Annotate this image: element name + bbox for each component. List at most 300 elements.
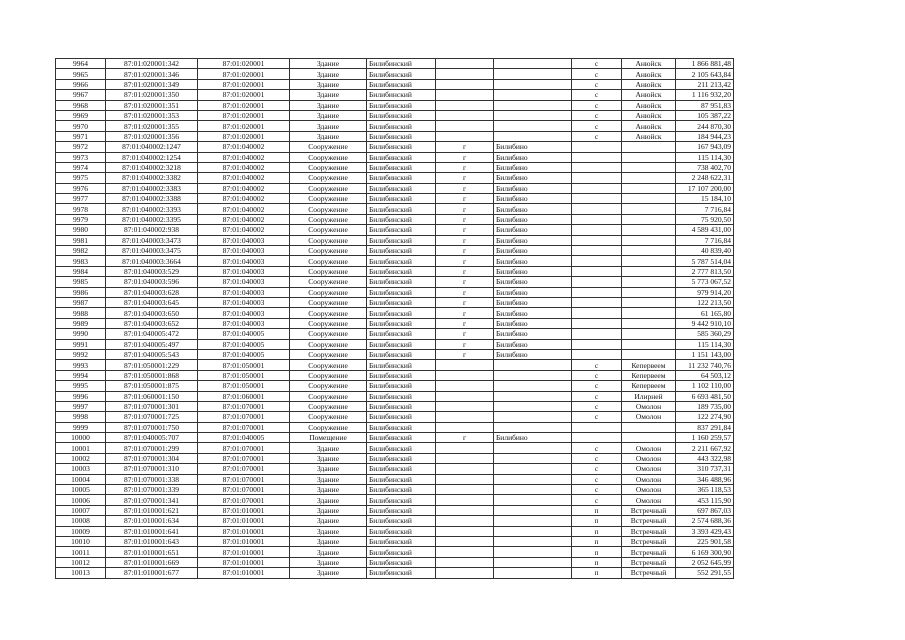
- row-number-cell: 9997: [56, 401, 106, 411]
- district-cell: Билибинский: [367, 308, 436, 318]
- cadastral-number-cell: 87:01:040003:3473: [106, 235, 198, 245]
- settlement-name-cell: Билибино: [494, 142, 572, 152]
- settlement-type-cell: [436, 59, 494, 69]
- district-cell: Билибинский: [367, 349, 436, 359]
- row-number-cell: 9964: [56, 59, 106, 69]
- cadastral-number-cell: 87:01:070001:304: [106, 453, 198, 463]
- settlement-name-cell: [494, 59, 572, 69]
- settlement-type-cell: [436, 536, 494, 546]
- object-type-cell: Здание: [290, 443, 367, 453]
- settlement-name-cell: Билибино: [494, 287, 572, 297]
- cadastral-number-cell: 87:01:070001:310: [106, 464, 198, 474]
- settlement-name-cell: Билибино: [494, 308, 572, 318]
- row-number-cell: 10000: [56, 433, 106, 443]
- settlement-type-cell: г: [436, 142, 494, 152]
- object-type-cell: Здание: [290, 90, 367, 100]
- table-body: [56, 59, 734, 579]
- cadastral-value-cell: 585 360,29: [676, 329, 734, 339]
- locality-type-cell: п: [572, 536, 622, 546]
- cadastral-value-cell: 184 944,23: [676, 131, 734, 141]
- row-number-cell: 9969: [56, 110, 106, 120]
- cadastral-quarter-cell: 87:01:040003: [198, 308, 290, 318]
- table-row: [56, 235, 734, 245]
- cadastral-value-cell: 365 118,53: [676, 485, 734, 495]
- cadastral-value-cell: 697 867,03: [676, 505, 734, 515]
- object-type-cell: Здание: [290, 121, 367, 131]
- object-type-cell: Сооружение: [290, 246, 367, 256]
- locality-name-cell: Анюйск: [622, 59, 676, 69]
- cadastral-number-cell: 87:01:040003:3475: [106, 246, 198, 256]
- row-number-cell: 9996: [56, 391, 106, 401]
- settlement-type-cell: г: [436, 329, 494, 339]
- cadastral-number-cell: 87:01:010001:669: [106, 557, 198, 567]
- row-number-cell: 9983: [56, 256, 106, 266]
- row-number-cell: 9979: [56, 214, 106, 224]
- cadastral-quarter-cell: 87:01:010001: [198, 547, 290, 557]
- table-row: [56, 422, 734, 432]
- table-row: [56, 443, 734, 453]
- settlement-name-cell: Билибино: [494, 433, 572, 443]
- locality-name-cell: [622, 162, 676, 172]
- locality-name-cell: Встречный: [622, 505, 676, 515]
- row-number-cell: 10007: [56, 505, 106, 515]
- cadastral-quarter-cell: 87:01:040002: [198, 194, 290, 204]
- cadastral-quarter-cell: 87:01:020001: [198, 59, 290, 69]
- table-row: [56, 464, 734, 474]
- district-cell: Билибинский: [367, 131, 436, 141]
- cadastral-quarter-cell: 87:01:040002: [198, 183, 290, 193]
- settlement-type-cell: [436, 110, 494, 120]
- settlement-type-cell: г: [436, 277, 494, 287]
- locality-type-cell: [572, 183, 622, 193]
- locality-name-cell: [622, 142, 676, 152]
- table-row: [56, 568, 734, 578]
- locality-name-cell: [622, 246, 676, 256]
- locality-type-cell: [572, 194, 622, 204]
- settlement-type-cell: [436, 100, 494, 110]
- settlement-name-cell: [494, 412, 572, 422]
- settlement-name-cell: [494, 69, 572, 79]
- settlement-type-cell: г: [436, 266, 494, 276]
- settlement-type-cell: г: [436, 204, 494, 214]
- cadastral-value-cell: 87 951,83: [676, 100, 734, 110]
- cadastral-quarter-cell: 87:01:040002: [198, 162, 290, 172]
- row-number-cell: 9980: [56, 225, 106, 235]
- object-type-cell: Сооружение: [290, 391, 367, 401]
- object-type-cell: Здание: [290, 557, 367, 567]
- settlement-name-cell: [494, 464, 572, 474]
- settlement-name-cell: [494, 568, 572, 578]
- cadastral-value-cell: 979 914,20: [676, 287, 734, 297]
- row-number-cell: 9981: [56, 235, 106, 245]
- row-number-cell: 10011: [56, 547, 106, 557]
- cadastral-number-cell: 87:01:010001:643: [106, 536, 198, 546]
- table-row: [56, 277, 734, 287]
- table-row: [56, 526, 734, 536]
- cadastral-quarter-cell: 87:01:010001: [198, 526, 290, 536]
- table-row: [56, 485, 734, 495]
- row-number-cell: 9986: [56, 287, 106, 297]
- table-row: [56, 339, 734, 349]
- district-cell: Билибинский: [367, 505, 436, 515]
- row-number-cell: 9993: [56, 360, 106, 370]
- cadastral-value-cell: 9 442 910,10: [676, 318, 734, 328]
- table-row: [56, 433, 734, 443]
- district-cell: Билибинский: [367, 277, 436, 287]
- cadastral-number-cell: 87:01:070001:338: [106, 474, 198, 484]
- settlement-type-cell: г: [436, 339, 494, 349]
- row-number-cell: 9982: [56, 246, 106, 256]
- object-type-cell: Сооружение: [290, 204, 367, 214]
- locality-name-cell: [622, 173, 676, 183]
- cadastral-quarter-cell: 87:01:070001: [198, 474, 290, 484]
- cadastral-value-cell: 115 114,30: [676, 339, 734, 349]
- locality-name-cell: [622, 225, 676, 235]
- locality-type-cell: п: [572, 557, 622, 567]
- settlement-name-cell: [494, 536, 572, 546]
- settlement-name-cell: [494, 526, 572, 536]
- cadastral-number-cell: 87:01:040002:938: [106, 225, 198, 235]
- settlement-type-cell: [436, 69, 494, 79]
- locality-name-cell: [622, 287, 676, 297]
- settlement-name-cell: Билибино: [494, 297, 572, 307]
- settlement-type-cell: [436, 485, 494, 495]
- settlement-type-cell: г: [436, 173, 494, 183]
- table-row: [56, 536, 734, 546]
- settlement-type-cell: г: [436, 162, 494, 172]
- locality-type-cell: с: [572, 69, 622, 79]
- settlement-type-cell: [436, 464, 494, 474]
- cadastral-quarter-cell: 87:01:020001: [198, 121, 290, 131]
- settlement-type-cell: [436, 516, 494, 526]
- locality-name-cell: Анюйск: [622, 100, 676, 110]
- district-cell: Билибинский: [367, 100, 436, 110]
- locality-type-cell: [572, 256, 622, 266]
- object-type-cell: Сооружение: [290, 183, 367, 193]
- object-type-cell: Сооружение: [290, 339, 367, 349]
- settlement-name-cell: Билибино: [494, 246, 572, 256]
- settlement-type-cell: [436, 401, 494, 411]
- locality-name-cell: [622, 318, 676, 328]
- object-type-cell: Сооружение: [290, 277, 367, 287]
- cadastral-value-cell: 453 115,90: [676, 495, 734, 505]
- locality-type-cell: с: [572, 370, 622, 380]
- cadastral-number-cell: 87:01:010001:651: [106, 547, 198, 557]
- settlement-name-cell: Билибино: [494, 204, 572, 214]
- district-cell: Билибинский: [367, 318, 436, 328]
- cadastral-quarter-cell: 87:01:010001: [198, 557, 290, 567]
- cadastral-number-cell: 87:01:060001:150: [106, 391, 198, 401]
- table-row: [56, 453, 734, 463]
- cadastral-quarter-cell: 87:01:020001: [198, 110, 290, 120]
- locality-type-cell: с: [572, 110, 622, 120]
- locality-type-cell: [572, 173, 622, 183]
- table-row: [56, 474, 734, 484]
- object-type-cell: Здание: [290, 131, 367, 141]
- cadastral-quarter-cell: 87:01:070001: [198, 495, 290, 505]
- row-number-cell: 10013: [56, 568, 106, 578]
- locality-type-cell: с: [572, 59, 622, 69]
- settlement-type-cell: [436, 505, 494, 515]
- cadastral-value-cell: 2 574 688,36: [676, 516, 734, 526]
- cadastral-number-cell: 87:01:040005:543: [106, 349, 198, 359]
- district-cell: Билибинский: [367, 433, 436, 443]
- district-cell: Билибинский: [367, 360, 436, 370]
- cadastral-quarter-cell: 87:01:040002: [198, 214, 290, 224]
- object-type-cell: Сооружение: [290, 308, 367, 318]
- district-cell: Билибинский: [367, 214, 436, 224]
- settlement-type-cell: [436, 568, 494, 578]
- cadastral-value-cell: 15 184,10: [676, 194, 734, 204]
- settlement-type-cell: [436, 412, 494, 422]
- object-type-cell: Сооружение: [290, 422, 367, 432]
- cadastral-value-cell: 1 866 881,48: [676, 59, 734, 69]
- cadastral-value-cell: 122 213,50: [676, 297, 734, 307]
- table-row: [56, 162, 734, 172]
- cadastral-value-cell: 1 160 259,57: [676, 433, 734, 443]
- row-number-cell: 9991: [56, 339, 106, 349]
- locality-name-cell: [622, 266, 676, 276]
- cadastral-number-cell: 87:01:040002:3383: [106, 183, 198, 193]
- locality-name-cell: Омолон: [622, 453, 676, 463]
- cadastral-value-cell: 211 213,42: [676, 79, 734, 89]
- cadastral-value-cell: 2 248 622,31: [676, 173, 734, 183]
- table-row: [56, 246, 734, 256]
- district-cell: Билибинский: [367, 194, 436, 204]
- settlement-type-cell: [436, 381, 494, 391]
- object-type-cell: Здание: [290, 464, 367, 474]
- cadastral-quarter-cell: 87:01:050001: [198, 370, 290, 380]
- settlement-type-cell: [436, 495, 494, 505]
- row-number-cell: 10006: [56, 495, 106, 505]
- settlement-name-cell: Билибино: [494, 225, 572, 235]
- settlement-name-cell: [494, 453, 572, 463]
- locality-type-cell: с: [572, 381, 622, 391]
- cadastral-value-cell: 443 322,98: [676, 453, 734, 463]
- district-cell: Билибинский: [367, 339, 436, 349]
- locality-name-cell: Встречный: [622, 516, 676, 526]
- locality-type-cell: [572, 318, 622, 328]
- settlement-name-cell: [494, 516, 572, 526]
- settlement-name-cell: [494, 422, 572, 432]
- cadastral-quarter-cell: 87:01:020001: [198, 79, 290, 89]
- settlement-name-cell: [494, 557, 572, 567]
- locality-name-cell: Встречный: [622, 536, 676, 546]
- object-type-cell: Здание: [290, 505, 367, 515]
- locality-type-cell: с: [572, 495, 622, 505]
- table-row: [56, 318, 734, 328]
- district-cell: Билибинский: [367, 59, 436, 69]
- row-number-cell: 9984: [56, 266, 106, 276]
- cadastral-number-cell: 87:01:070001:299: [106, 443, 198, 453]
- object-type-cell: Здание: [290, 69, 367, 79]
- settlement-name-cell: [494, 547, 572, 557]
- object-type-cell: Здание: [290, 536, 367, 546]
- cadastral-quarter-cell: 87:01:040005: [198, 349, 290, 359]
- cadastral-quarter-cell: 87:01:020001: [198, 90, 290, 100]
- cadastral-number-cell: 87:01:040002:3218: [106, 162, 198, 172]
- row-number-cell: 9977: [56, 194, 106, 204]
- object-type-cell: Сооружение: [290, 287, 367, 297]
- object-type-cell: Здание: [290, 526, 367, 536]
- district-cell: Билибинский: [367, 173, 436, 183]
- table-row: [56, 256, 734, 266]
- settlement-type-cell: г: [436, 152, 494, 162]
- row-number-cell: 9965: [56, 69, 106, 79]
- cadastral-value-cell: 225 901,58: [676, 536, 734, 546]
- locality-type-cell: п: [572, 526, 622, 536]
- row-number-cell: 10003: [56, 464, 106, 474]
- table-row: [56, 329, 734, 339]
- district-cell: Билибинский: [367, 412, 436, 422]
- district-cell: Билибинский: [367, 453, 436, 463]
- cadastral-value-cell: 5 787 514,04: [676, 256, 734, 266]
- cadastral-value-cell: 2 052 645,99: [676, 557, 734, 567]
- object-type-cell: Сооружение: [290, 162, 367, 172]
- object-type-cell: Сооружение: [290, 412, 367, 422]
- row-number-cell: 9989: [56, 318, 106, 328]
- cadastral-number-cell: 87:01:050001:229: [106, 360, 198, 370]
- cadastral-value-cell: 189 735,00: [676, 401, 734, 411]
- locality-type-cell: с: [572, 90, 622, 100]
- settlement-type-cell: г: [436, 433, 494, 443]
- row-number-cell: 10005: [56, 485, 106, 495]
- cadastral-quarter-cell: 87:01:040002: [198, 225, 290, 235]
- district-cell: Билибинский: [367, 256, 436, 266]
- locality-name-cell: Кепервеем: [622, 370, 676, 380]
- cadastral-value-cell: 7 716,84: [676, 204, 734, 214]
- locality-type-cell: [572, 339, 622, 349]
- district-cell: Билибинский: [367, 90, 436, 100]
- cadastral-value-cell: 11 232 740,76: [676, 360, 734, 370]
- locality-name-cell: [622, 235, 676, 245]
- locality-name-cell: Анюйск: [622, 69, 676, 79]
- cadastral-number-cell: 87:01:010001:677: [106, 568, 198, 578]
- table-row: [56, 225, 734, 235]
- cadastral-value-cell: 738 402,70: [676, 162, 734, 172]
- object-type-cell: Здание: [290, 59, 367, 69]
- object-type-cell: Здание: [290, 100, 367, 110]
- table-row: [56, 287, 734, 297]
- locality-name-cell: [622, 349, 676, 359]
- locality-type-cell: п: [572, 505, 622, 515]
- settlement-name-cell: Билибино: [494, 277, 572, 287]
- district-cell: Билибинский: [367, 391, 436, 401]
- object-type-cell: Сооружение: [290, 142, 367, 152]
- cadastral-number-cell: 87:01:020001:346: [106, 69, 198, 79]
- cadastral-value-cell: 75 920,50: [676, 214, 734, 224]
- cadastral-number-cell: 87:01:040003:596: [106, 277, 198, 287]
- district-cell: Билибинский: [367, 121, 436, 131]
- object-type-cell: Помещение: [290, 433, 367, 443]
- district-cell: Билибинский: [367, 183, 436, 193]
- district-cell: Билибинский: [367, 142, 436, 152]
- locality-name-cell: Встречный: [622, 526, 676, 536]
- settlement-type-cell: [436, 557, 494, 567]
- locality-name-cell: [622, 204, 676, 214]
- settlement-type-cell: г: [436, 214, 494, 224]
- locality-type-cell: [572, 162, 622, 172]
- table-row: [56, 412, 734, 422]
- object-type-cell: Сооружение: [290, 370, 367, 380]
- table-row: [56, 100, 734, 110]
- table-row: [56, 214, 734, 224]
- settlement-name-cell: [494, 370, 572, 380]
- cadastral-value-cell: 4 589 431,00: [676, 225, 734, 235]
- cadastral-quarter-cell: 87:01:010001: [198, 505, 290, 515]
- settlement-name-cell: Билибино: [494, 173, 572, 183]
- district-cell: Билибинский: [367, 526, 436, 536]
- object-type-cell: Здание: [290, 79, 367, 89]
- table-row: [56, 391, 734, 401]
- locality-type-cell: с: [572, 474, 622, 484]
- cadastral-quarter-cell: 87:01:040005: [198, 329, 290, 339]
- settlement-type-cell: г: [436, 256, 494, 266]
- cadastral-number-cell: 87:01:040002:3393: [106, 204, 198, 214]
- table-row: [56, 505, 734, 515]
- locality-type-cell: [572, 329, 622, 339]
- row-number-cell: 9985: [56, 277, 106, 287]
- settlement-name-cell: Билибино: [494, 152, 572, 162]
- cadastral-value-cell: 346 488,96: [676, 474, 734, 484]
- locality-name-cell: Омолон: [622, 474, 676, 484]
- cadastral-number-cell: 87:01:040005:497: [106, 339, 198, 349]
- locality-type-cell: [572, 297, 622, 307]
- settlement-type-cell: [436, 370, 494, 380]
- settlement-name-cell: Билибино: [494, 329, 572, 339]
- locality-name-cell: Кепервеем: [622, 360, 676, 370]
- table-row: [56, 204, 734, 214]
- district-cell: Билибинский: [367, 225, 436, 235]
- locality-name-cell: [622, 297, 676, 307]
- locality-name-cell: Анюйск: [622, 131, 676, 141]
- table-row: [56, 266, 734, 276]
- settlement-type-cell: [436, 547, 494, 557]
- settlement-type-cell: [436, 526, 494, 536]
- district-cell: Билибинский: [367, 401, 436, 411]
- object-type-cell: Здание: [290, 453, 367, 463]
- row-number-cell: 9998: [56, 412, 106, 422]
- table-row: [56, 516, 734, 526]
- cadastral-number-cell: 87:01:070001:750: [106, 422, 198, 432]
- cadastral-number-cell: 87:01:020001:356: [106, 131, 198, 141]
- settlement-name-cell: [494, 401, 572, 411]
- cadastral-number-cell: 87:01:040002:3388: [106, 194, 198, 204]
- object-type-cell: Сооружение: [290, 266, 367, 276]
- object-type-cell: Сооружение: [290, 194, 367, 204]
- locality-type-cell: с: [572, 131, 622, 141]
- settlement-type-cell: г: [436, 183, 494, 193]
- district-cell: Билибинский: [367, 485, 436, 495]
- object-type-cell: Сооружение: [290, 256, 367, 266]
- table-row: [56, 370, 734, 380]
- locality-type-cell: с: [572, 464, 622, 474]
- settlement-name-cell: [494, 360, 572, 370]
- cadastral-quarter-cell: 87:01:010001: [198, 536, 290, 546]
- object-type-cell: Здание: [290, 547, 367, 557]
- row-number-cell: 9987: [56, 297, 106, 307]
- locality-type-cell: с: [572, 79, 622, 89]
- locality-type-cell: [572, 266, 622, 276]
- settlement-name-cell: Билибино: [494, 318, 572, 328]
- locality-name-cell: Омолон: [622, 495, 676, 505]
- cadastral-number-cell: 87:01:040003:650: [106, 308, 198, 318]
- locality-name-cell: [622, 308, 676, 318]
- row-number-cell: 9966: [56, 79, 106, 89]
- district-cell: Билибинский: [367, 443, 436, 453]
- object-type-cell: Сооружение: [290, 318, 367, 328]
- row-number-cell: 9999: [56, 422, 106, 432]
